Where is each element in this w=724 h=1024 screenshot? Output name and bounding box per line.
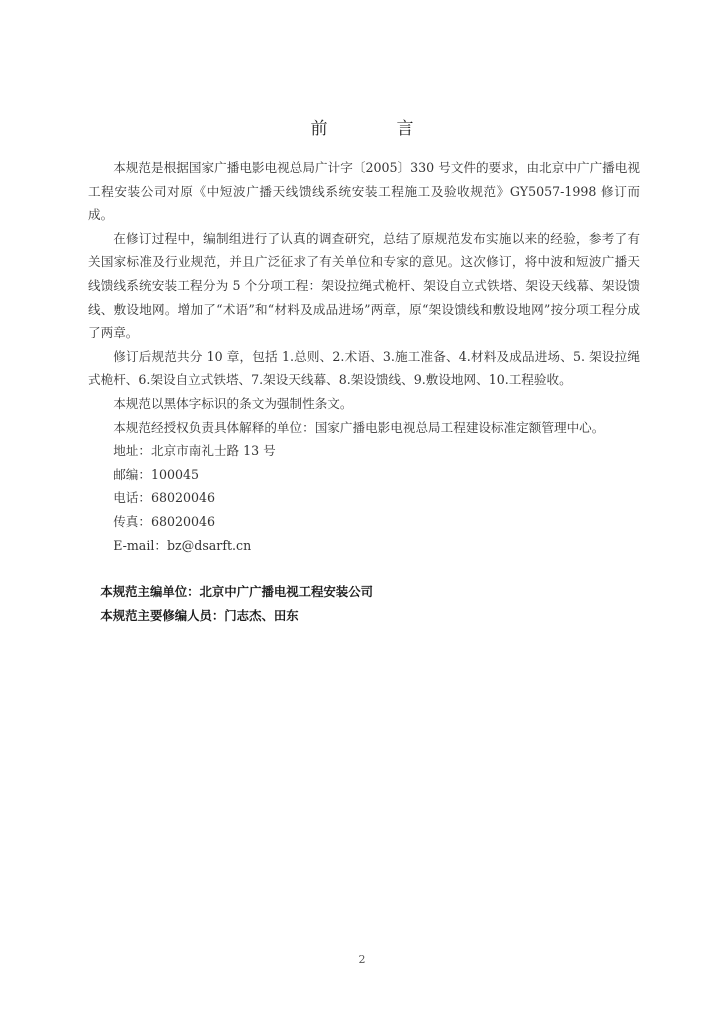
main-drafters: 本规范主要修编人员：门志杰、田东: [100, 608, 299, 624]
contact-address: 地址：北京市南礼士路 13 号: [113, 443, 276, 459]
preface-body: [88, 156, 640, 628]
paragraph-revision-basis: 本规范是根据国家广播电影电视总局广计字〔2005〕330 号文件的要求，由北京中广广播电视工程安装公司对原《中短波广播天线馈线系统安装工程施工及验收规范》GY5057-1998 修订而成。: [88, 160, 640, 223]
contact-email: E-mail：bz@dsarft.cn: [113, 537, 252, 553]
spacer: [88, 557, 640, 580]
chief-editing-unit: 本规范主编单位：北京中广广播电视工程安装公司: [100, 584, 373, 600]
paragraph-revision-process: 在修订过程中，编制组进行了认真的调查研究，总结了原规范发布实施以来的经验，参考了有关国家标准及行业规范，并且广泛征求了有关单位和专家的意见。这次修订，将中波和短波广播天线馈线系统安装工程分为 5 个分项工程：架设拉绳式桅杆、架设自立式铁塔、架设天线幕、架设馈线、敷设地网。增加了“术语”和“材料及成品进场”两章，原“架设馈线和敷设地网”按分项工程分成了两章。: [88, 230, 640, 341]
contact-postcode: 邮编：100045: [113, 466, 200, 482]
contact-phone: 电话：68020046: [113, 490, 216, 506]
contact-fax: 传真：68020046: [113, 513, 216, 529]
page-number: 2: [358, 953, 366, 966]
mandatory-clause-note: 本规范以黑体字标识的条文为强制性条文。: [113, 395, 353, 411]
paragraph-chapter-list: 修订后规范共分 10 章，包括 1.总则、2.术语、3.施工准备、4.材料及成品进场、5. 架设拉绳式桅杆、6.架设自立式铁塔、7.架设天线幕、8.架设馈线、9.敷设地网、10.工程验收。: [88, 348, 640, 388]
interpretation-unit: 本规范经授权负责具体解释的单位：国家广播电影电视总局工程建设标准定额管理中心。: [113, 419, 605, 435]
page-title: 前 言: [310, 119, 440, 139]
